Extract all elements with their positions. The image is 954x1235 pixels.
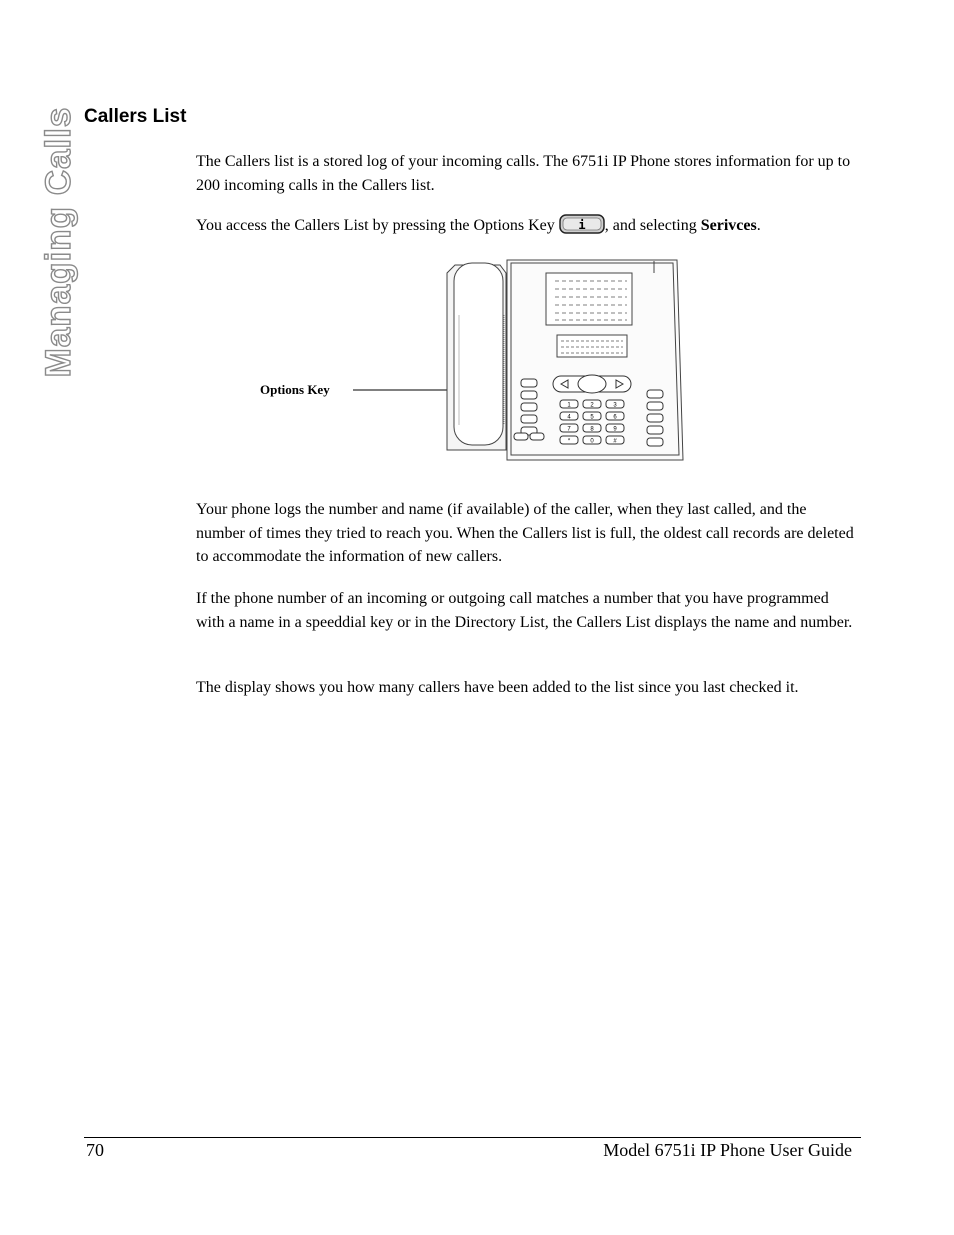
options-key-icon [559, 214, 605, 234]
display-count-paragraph: The display shows you how many callers have been added to the list since you last checked it. [196, 679, 799, 696]
svg-text:i: i [578, 218, 586, 232]
access-text-after: . [756, 217, 761, 234]
keypad-key-label: 4 [567, 414, 571, 421]
intro-paragraph: The Callers list is a stored log of your incoming calls. The 6751i IP Phone stores information for up to 200 incoming calls in the Callers list. [196, 153, 851, 194]
chapter-side-tab [34, 107, 84, 377]
keypad-key-label: * [567, 438, 571, 445]
logging-paragraph: Your phone logs the number and name (if available) of the caller, when they last called, and the number of times they tried to reach you. When the Callers list is full, the oldest call records are deleted to accommodate the information of new callers. [196, 501, 854, 565]
keypad-key-label: 1 [567, 402, 571, 409]
phone-handset [447, 263, 506, 450]
phone-illustration [255, 255, 695, 465]
keypad-key-label: 3 [613, 402, 617, 409]
keypad-key-label: 7 [567, 426, 571, 433]
chapter-side-tab-label: Managing Calls [39, 106, 78, 378]
keypad-key-label: 2 [590, 402, 594, 409]
access-text-middle: , and selecting [604, 217, 701, 234]
right-function-keys [647, 390, 663, 446]
page-number: 70 [86, 1140, 104, 1160]
keypad-key-label: # [613, 438, 617, 445]
keypad-key-label: 8 [590, 426, 594, 433]
keypad-key-label: 9 [613, 426, 617, 433]
footer-rule [84, 1137, 861, 1138]
keypad-key-label: 0 [590, 438, 594, 445]
guide-title: Model 6751i IP Phone User Guide [603, 1140, 852, 1160]
keypad-key-label: 5 [590, 414, 594, 421]
keypad-key-label: 6 [613, 414, 617, 421]
access-text-before: You access the Callers List by pressing the Options Key [196, 217, 559, 234]
services-option-label: Serivces [700, 217, 757, 234]
access-paragraph [196, 214, 856, 238]
options-key-callout: Options Key [260, 382, 330, 397]
speeddial-paragraph: If the phone number of an incoming or outgoing call matches a number that you have programmed with a name in a speeddial key or in the Directory List, the Callers List displays the name and number. [196, 590, 853, 631]
section-title: Callers List [84, 106, 187, 127]
navigation-key-cluster [553, 375, 631, 393]
